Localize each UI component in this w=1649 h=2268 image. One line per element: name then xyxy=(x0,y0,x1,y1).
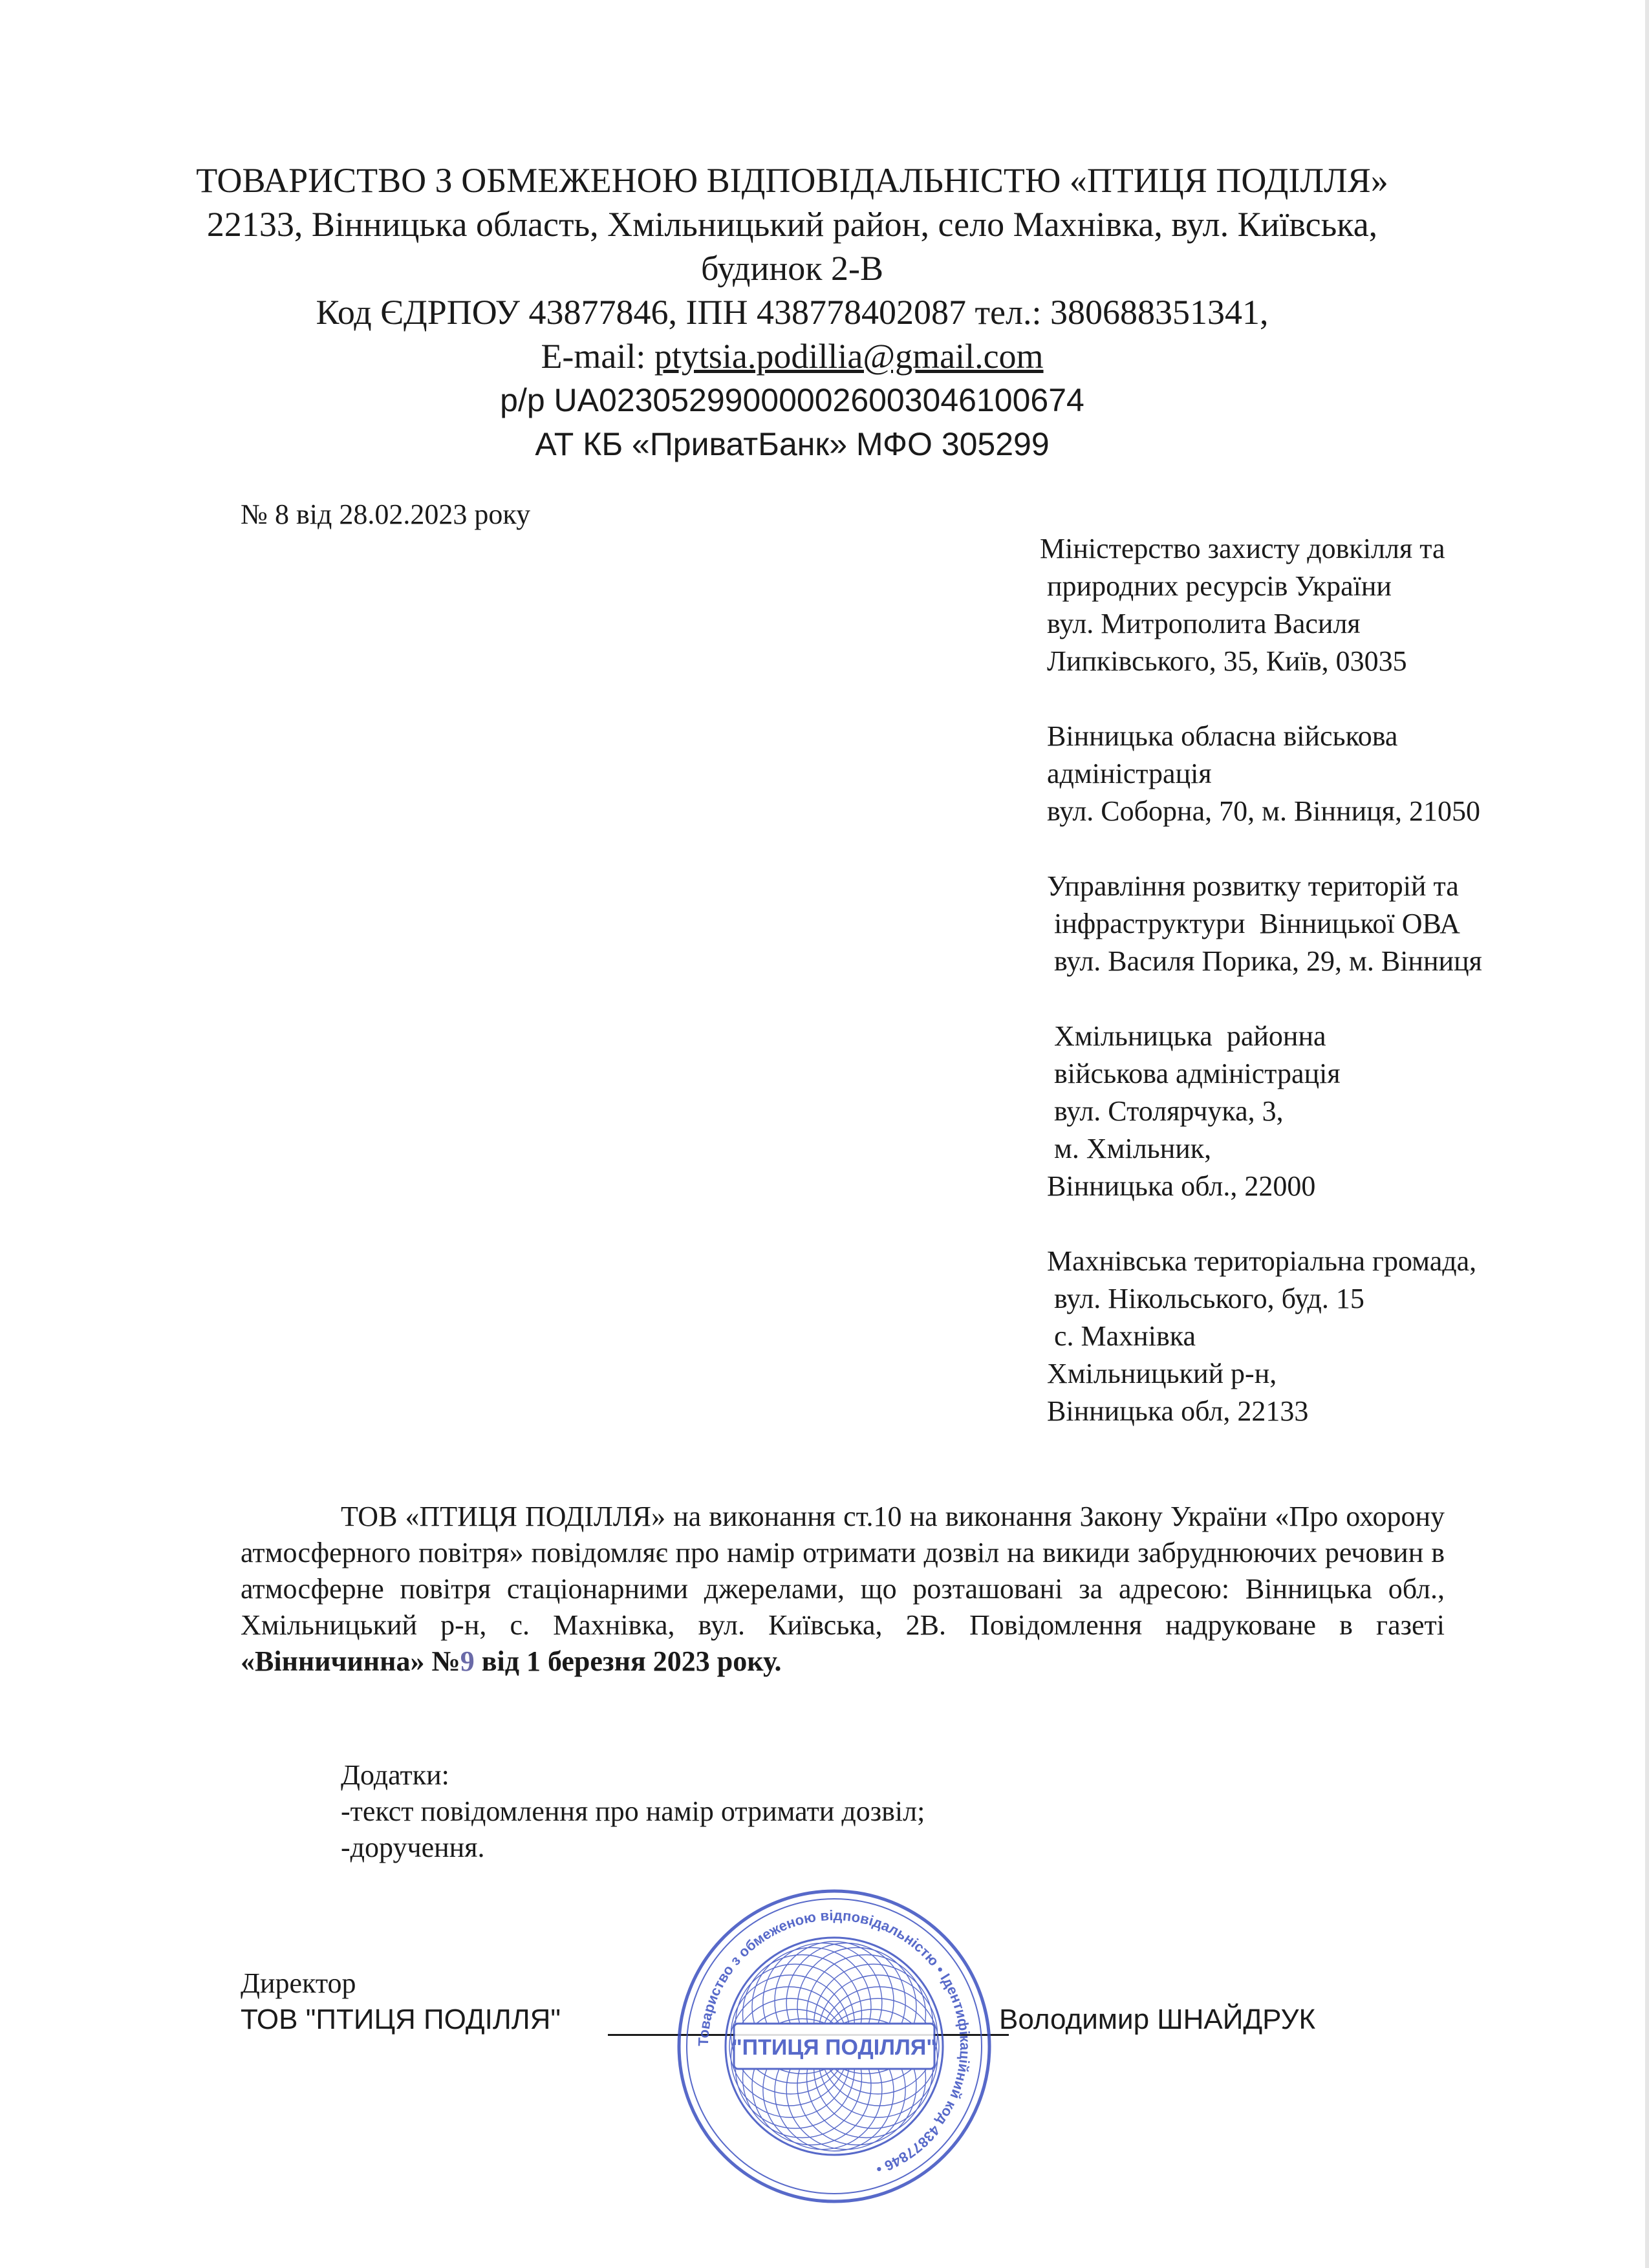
seal-center-text: "ПТИЦЯ ПОДІЛЛЯ" xyxy=(731,2035,937,2060)
recipient-line: м. Хмільник, xyxy=(1040,1133,1212,1164)
letter-reference: № 8 від 28.02.2023 року xyxy=(241,498,531,530)
recipient-line: с. Махнівка xyxy=(1040,1320,1196,1352)
recipient-line: вул. Соборна, 70, м. Вінниця, 21050 xyxy=(1040,795,1480,827)
signer-organization: ТОВ "ПТИЦЯ ПОДІЛЛЯ" xyxy=(241,2004,561,2035)
recipient-line: Вінницька обласна військова xyxy=(1040,720,1398,752)
recipient-address xyxy=(1040,868,1482,980)
publication-date: від 1 березня 2023 року. xyxy=(474,1645,782,1677)
signer-position: Директор xyxy=(241,1967,356,1999)
signer-name: Володимир ШНАЙДРУК xyxy=(999,2004,1316,2035)
letter-body xyxy=(241,1499,1445,1680)
recipient-line: Вінницька обл., 22000 xyxy=(1040,1170,1316,1202)
bank-name: АТ КБ «ПриватБанк» МФО 305299 xyxy=(535,426,1050,462)
recipient-address xyxy=(1040,1018,1482,1205)
company-codes: Код ЄДРПОУ 43877846, ІПН 438778402087 тел.: 380688351341, xyxy=(316,293,1269,332)
recipient-address xyxy=(1040,718,1482,830)
recipient-line: Махнівська територіальна громада, xyxy=(1040,1245,1477,1277)
body-text: ТОВ «ПТИЦЯ ПОДІЛЛЯ» на виконання ст.10 на виконання Закону України «Про охорону атмосферного повітря» повідомляє про намір отримати дозвіл на викиди забруднюючих речовин в атмосферне повітря стаціонарними джерелами, що розташовані за адресою: Вінницька обл., Хмільницький р-н, с. Махнівка, вул. Київська, 2В. Повідомлення надруковане в газеті xyxy=(241,1501,1445,1641)
annex-item: -текст повідомлення про намір отримати дозвіл; xyxy=(341,1795,925,1827)
annex-title: Додатки: xyxy=(341,1759,449,1791)
recipient-line: вул. Столярчука, 3, xyxy=(1040,1095,1284,1127)
email-link[interactable]: ptytsia.podillia@gmail.com xyxy=(654,337,1044,376)
email-label: E-mail: xyxy=(541,337,654,376)
issue-number: 9 xyxy=(460,1645,475,1677)
recipient-line: вул. Митрополита Василя xyxy=(1040,608,1361,639)
letterhead xyxy=(194,158,1390,466)
company-seal xyxy=(673,1885,996,2208)
newspaper-name: «Вінничинна» № xyxy=(241,1645,460,1677)
recipient-line: Вінницька обл, 22133 xyxy=(1040,1395,1309,1427)
annex-block xyxy=(341,1757,925,1866)
recipient-line: вул. Нікольського, буд. 15 xyxy=(1040,1283,1364,1314)
company-address-line-1: 22133, Вінницька область, Хмільницький район, село Махнівка, вул. Київська, xyxy=(206,205,1378,244)
recipient-line: Хмільницька районна xyxy=(1040,1020,1326,1052)
recipient-line: адміністрація xyxy=(1040,758,1212,789)
company-name: ТОВАРИСТВО З ОБМЕЖЕНОЮ ВІДПОВІДАЛЬНІСТЮ «ПТИЦЯ ПОДІЛЛЯ» xyxy=(196,161,1388,200)
recipient-line: військова адміністрація xyxy=(1040,1058,1341,1089)
recipient-line: природних ресурсів України xyxy=(1040,570,1392,602)
company-address-line-2: будинок 2-В xyxy=(700,249,884,288)
scan-edge xyxy=(1645,0,1649,2268)
recipients-block xyxy=(1040,530,1482,1468)
recipient-line: Управління розвитку територій та xyxy=(1040,870,1459,902)
recipient-line: Міністерство захисту довкілля та xyxy=(1040,533,1445,564)
recipient-line: інфраструктури Вінницької ОВА xyxy=(1040,908,1460,939)
company-email-row xyxy=(194,334,1390,378)
seal-ring-text-path: Товариство з обмеженою відповідальністю • Ідентифікаційний код 43877846 • xyxy=(695,1907,974,2178)
recipient-address xyxy=(1040,1243,1482,1430)
recipient-address xyxy=(1040,530,1482,680)
annex-item: -доручення. xyxy=(341,1832,485,1863)
recipient-line: вул. Василя Порика, 29, м. Вінниця xyxy=(1040,945,1482,977)
bank-account: р/р UA023052990000026003046100674 xyxy=(500,382,1084,418)
recipient-line: Хмільницький р-н, xyxy=(1040,1358,1277,1389)
recipient-line: Липківського, 35, Київ, 03035 xyxy=(1040,645,1407,677)
